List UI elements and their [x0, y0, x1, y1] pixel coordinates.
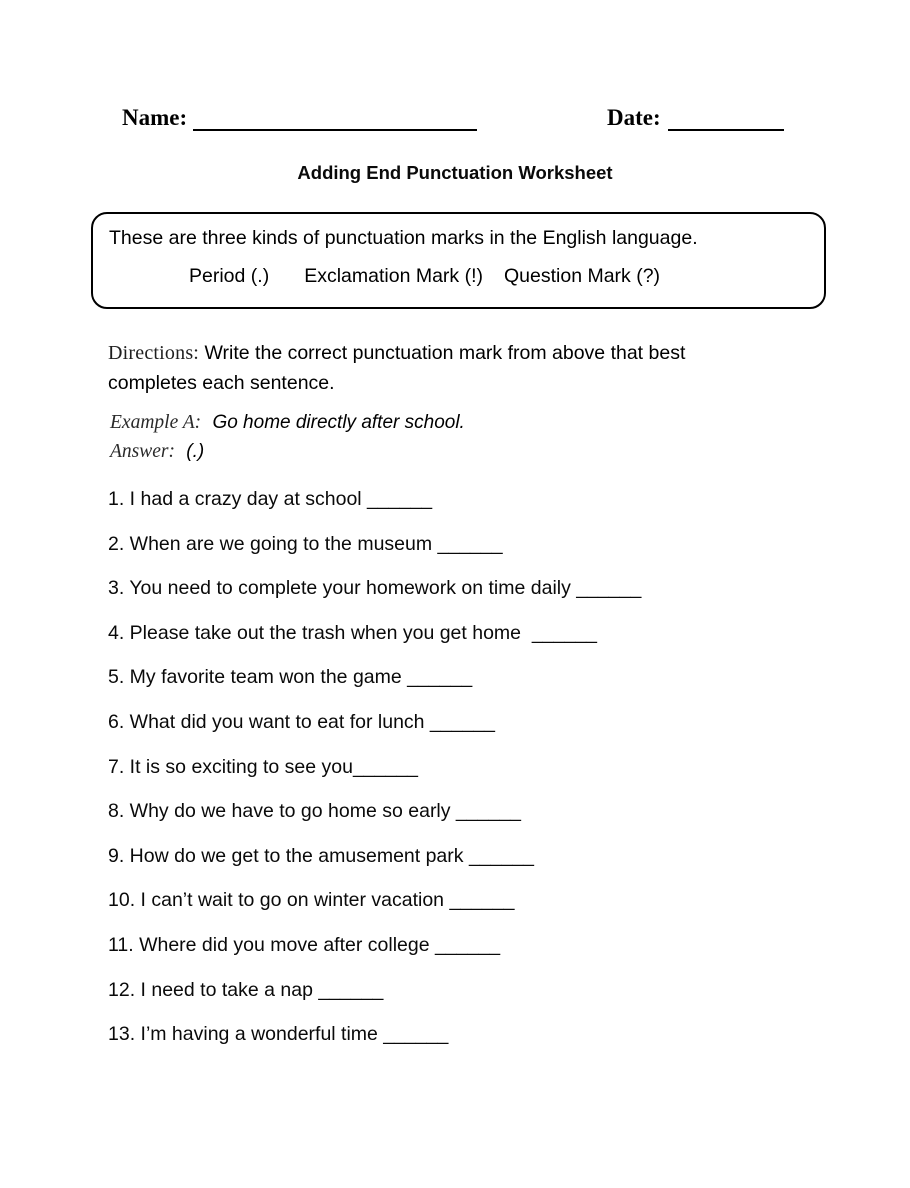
- answer-label: Answer:: [110, 440, 175, 462]
- question-item: 6. What did you want to eat for lunch ______: [108, 710, 496, 733]
- punctuation-option-exclamation: Exclamation Mark (!): [304, 265, 483, 287]
- worksheet-title: Adding End Punctuation Worksheet: [297, 162, 613, 183]
- directions-text: Write the correct punctuation mark from above that best completes each sentence.: [108, 342, 686, 394]
- question-item: 12. I need to take a nap ______: [108, 978, 384, 1001]
- question-item: 10. I can’t wait to go on winter vacation ______: [108, 889, 515, 912]
- date-blank-line: [668, 129, 784, 131]
- name-label: Name:: [122, 105, 188, 130]
- question-item: 5. My favorite team won the game ______: [108, 666, 473, 689]
- punctuation-option-question: Question Mark (?): [504, 265, 661, 287]
- name-blank-line: [193, 129, 477, 131]
- questions-list: [108, 477, 868, 1057]
- question-item: 1. I had a crazy day at school ______: [108, 488, 433, 510]
- question-item: 4. Please take out the trash when you get home ______: [108, 621, 597, 644]
- example-block: [110, 409, 465, 466]
- info-box-intro-text: These are three kinds of punctuation marks in the English language.: [109, 227, 698, 249]
- example-label: Example A:: [110, 412, 202, 433]
- directions-label: Directions:: [108, 342, 200, 364]
- directions-block: [108, 338, 742, 398]
- question-item: 3. You need to complete your homework on time daily ______: [108, 577, 642, 600]
- answer-line: [110, 438, 465, 467]
- punctuation-info-box: [91, 212, 826, 309]
- punctuation-marks-row: [189, 265, 824, 288]
- question-item: 11. Where did you move after college ______: [108, 933, 501, 956]
- example-sentence: Go home directly after school.: [212, 412, 465, 433]
- date-label: Date:: [607, 105, 661, 130]
- punctuation-option-period: Period (.): [189, 265, 270, 287]
- example-line: [110, 409, 465, 438]
- answer-value: (.): [186, 440, 205, 462]
- question-item: 8. Why do we have to go home so early ______: [108, 800, 522, 823]
- question-item: 9. How do we get to the amusement park ______: [108, 844, 535, 867]
- question-item: 13. I’m having a wonderful time ______: [108, 1023, 449, 1046]
- question-item: 7. It is so exciting to see you______: [108, 755, 419, 778]
- question-item: 2. When are we going to the museum ______: [108, 532, 503, 555]
